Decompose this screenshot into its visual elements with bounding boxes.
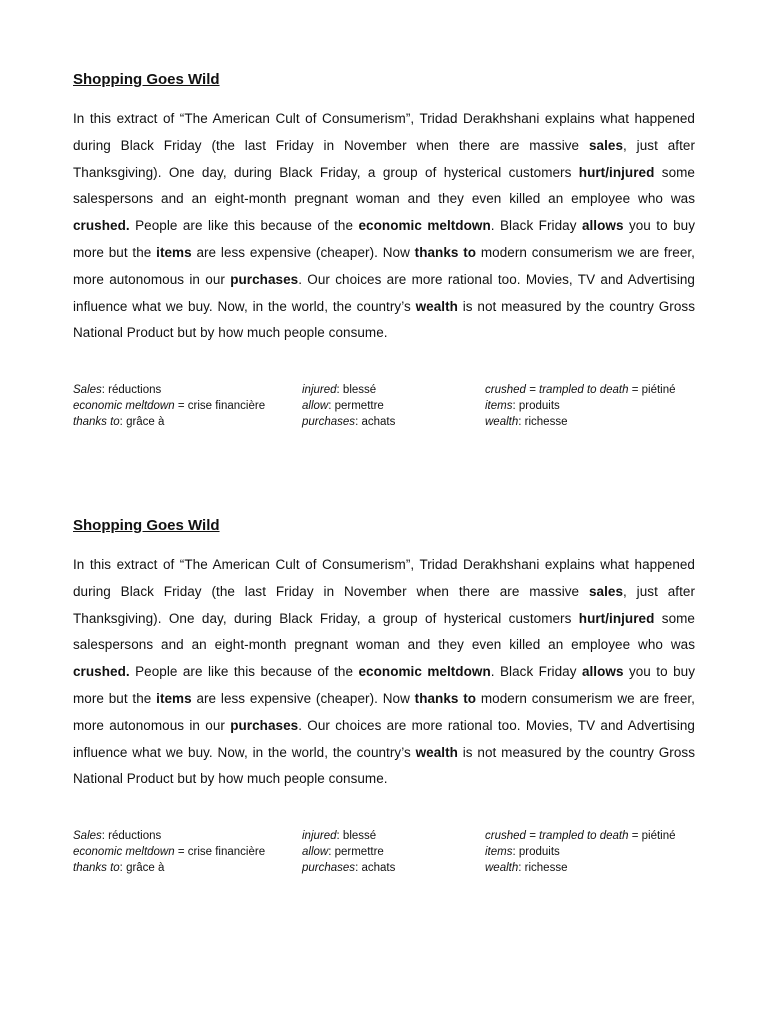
glossary-term: economic meltdown (73, 846, 175, 859)
highlighted-term: sales (588, 583, 624, 599)
paragraph-text: modern consumerism we are freer, more autonomous in our (73, 690, 695, 733)
glossary-entry (73, 828, 265, 844)
glossary-definition: piétiné (641, 384, 676, 397)
glossary-separator: = (174, 846, 188, 859)
glossary-entry (485, 414, 676, 430)
glossary-definition: achats (361, 862, 396, 875)
paragraph-text: are less expensive (cheaper). Now (191, 690, 415, 706)
body-paragraph (73, 552, 695, 793)
glossary-term: wealth (485, 416, 519, 429)
paragraph-text: modern consumerism we are freer, more autonomous in our (73, 244, 695, 287)
glossary-definition: réductions (108, 830, 162, 843)
glossary-entry (485, 382, 676, 398)
glossary-term: economic meltdown (73, 400, 175, 413)
highlighted-term: thanks to (414, 690, 477, 706)
glossary-term: crushed = trampled to death (485, 830, 629, 843)
glossary-separator: : (512, 846, 519, 859)
paragraph-text: are less expensive (cheaper). Now (191, 244, 415, 260)
glossary-definition: richesse (524, 416, 568, 429)
glossary-column (485, 382, 676, 430)
glossary-entry (485, 828, 676, 844)
glossary-entry (73, 844, 265, 860)
glossary-entry (302, 860, 395, 876)
glossary-definition: crise financière (187, 846, 266, 859)
glossary-term: items (485, 846, 513, 859)
glossary-column (73, 828, 265, 876)
highlighted-term: allows (581, 664, 624, 680)
glossary-term: injured (302, 384, 337, 397)
glossary-column (485, 828, 676, 876)
highlighted-term: hurt/injured (578, 610, 655, 626)
highlighted-term: sales (588, 137, 624, 153)
glossary-entry (485, 844, 676, 860)
paragraph-text: . Black Friday (490, 218, 582, 234)
paragraph-text: In this extract of “The American Cult of Consumerism”, Tridad Derakhshani explains what happened during Black Friday (the last Friday in November when there are massive (73, 111, 695, 153)
paragraph-text: , just after Thanksgiving). One day, during Black Friday, a group of hysterical customers (73, 137, 696, 180)
paragraph-text: , just after Thanksgiving). One day, during Black Friday, a group of hysterical customers (73, 583, 696, 626)
glossary-definition: grâce à (126, 862, 165, 875)
document-section (73, 516, 695, 876)
glossary-separator: = (628, 384, 642, 397)
highlighted-term: thanks to (414, 244, 477, 260)
highlighted-term: wealth (415, 298, 458, 314)
glossary-entry (302, 382, 395, 398)
glossary-separator: : (101, 830, 109, 843)
highlighted-term: crushed. (73, 664, 130, 680)
glossary-definition: piétiné (641, 830, 676, 843)
highlighted-term: economic meltdown (358, 664, 491, 680)
glossary-definition: produits (518, 400, 560, 413)
glossary-separator: : (336, 384, 343, 397)
glossary-entry (73, 382, 265, 398)
glossary-definition: blessé (342, 830, 377, 843)
glossary-entry (302, 398, 395, 414)
glossary-term: purchases (302, 416, 356, 429)
glossary-entry (302, 828, 395, 844)
paragraph-text: People are like this because of the (129, 664, 359, 680)
glossary-term: wealth (485, 862, 519, 875)
glossary-separator: : (119, 416, 127, 429)
paragraph-text: . Black Friday (490, 664, 582, 680)
glossary-entry (73, 414, 265, 430)
glossary-definition: grâce à (126, 416, 165, 429)
highlighted-term: wealth (415, 744, 458, 760)
paragraph-text: is not measured by the country Gross National Product but by how much people consume. (73, 744, 695, 787)
glossary-separator: : (328, 846, 335, 859)
glossary-entry (302, 414, 395, 430)
body-paragraph (73, 106, 695, 347)
glossary-entry (485, 398, 676, 414)
paragraph-text: People are like this because of the (129, 218, 359, 234)
glossary-definition: achats (361, 416, 396, 429)
glossary-term: injured (302, 830, 337, 843)
paragraph-text: . Our choices are more rational too. Movies, TV and Advertising influence what we buy. Now, in the world, the country’s (73, 271, 695, 314)
glossary-definition: produits (518, 846, 560, 859)
glossary-entry (73, 860, 265, 876)
glossary-entry (73, 398, 265, 414)
glossary-term: thanks to (73, 862, 120, 875)
glossary-entry (302, 844, 395, 860)
highlighted-term: items (156, 690, 192, 706)
glossary-term: allow (302, 846, 329, 859)
vocabulary-glossary (73, 382, 695, 430)
glossary-term: thanks to (73, 416, 120, 429)
glossary-separator: : (336, 830, 343, 843)
glossary-term: Sales (73, 830, 102, 843)
paragraph-text: you to buy more but the (73, 664, 696, 706)
glossary-separator: = (174, 400, 188, 413)
section-title: Shopping Goes Wild (73, 71, 220, 88)
glossary-separator: : (119, 862, 127, 875)
glossary-separator: : (355, 862, 362, 875)
paragraph-text: some salespersons and an eight-month pregnant woman and they even killed an employee who was (73, 164, 695, 207)
glossary-term: items (485, 400, 513, 413)
glossary-column (302, 382, 395, 430)
vocabulary-glossary (73, 828, 695, 876)
glossary-term: Sales (73, 384, 102, 397)
paragraph-text: some salespersons and an eight-month pregnant woman and they even killed an employee who was (73, 610, 695, 653)
glossary-column (73, 382, 265, 430)
highlighted-term: economic meltdown (358, 218, 491, 234)
paragraph-text: In this extract of “The American Cult of Consumerism”, Tridad Derakhshani explains what happened during Black Friday (the last Friday in November when there are massive (73, 557, 695, 599)
glossary-separator: : (512, 400, 519, 413)
glossary-separator: = (628, 830, 642, 843)
highlighted-term: items (156, 244, 192, 260)
glossary-definition: réductions (108, 384, 162, 397)
glossary-definition: permettre (334, 846, 384, 859)
highlighted-term: crushed. (73, 218, 130, 234)
glossary-separator: : (101, 384, 109, 397)
glossary-term: purchases (302, 862, 356, 875)
glossary-separator: : (328, 400, 335, 413)
highlighted-term: allows (581, 218, 624, 234)
paragraph-text: you to buy more but the (73, 218, 696, 260)
highlighted-term: purchases (230, 717, 299, 733)
glossary-separator: : (518, 862, 525, 875)
paragraph-text: is not measured by the country Gross National Product but by how much people consume. (73, 298, 695, 341)
glossary-separator: : (355, 416, 362, 429)
glossary-column (302, 828, 395, 876)
glossary-separator: : (518, 416, 525, 429)
highlighted-term: hurt/injured (578, 164, 655, 180)
glossary-term: allow (302, 400, 329, 413)
glossary-definition: blessé (342, 384, 377, 397)
glossary-definition: crise financière (187, 400, 266, 413)
glossary-definition: permettre (334, 400, 384, 413)
highlighted-term: purchases (230, 271, 299, 287)
glossary-definition: richesse (524, 862, 568, 875)
paragraph-text: . Our choices are more rational too. Movies, TV and Advertising influence what we buy. Now, in the world, the country’s (73, 717, 695, 760)
glossary-term: crushed = trampled to death (485, 384, 629, 397)
section-title: Shopping Goes Wild (73, 517, 220, 534)
glossary-entry (485, 860, 676, 876)
document-section (73, 70, 695, 430)
